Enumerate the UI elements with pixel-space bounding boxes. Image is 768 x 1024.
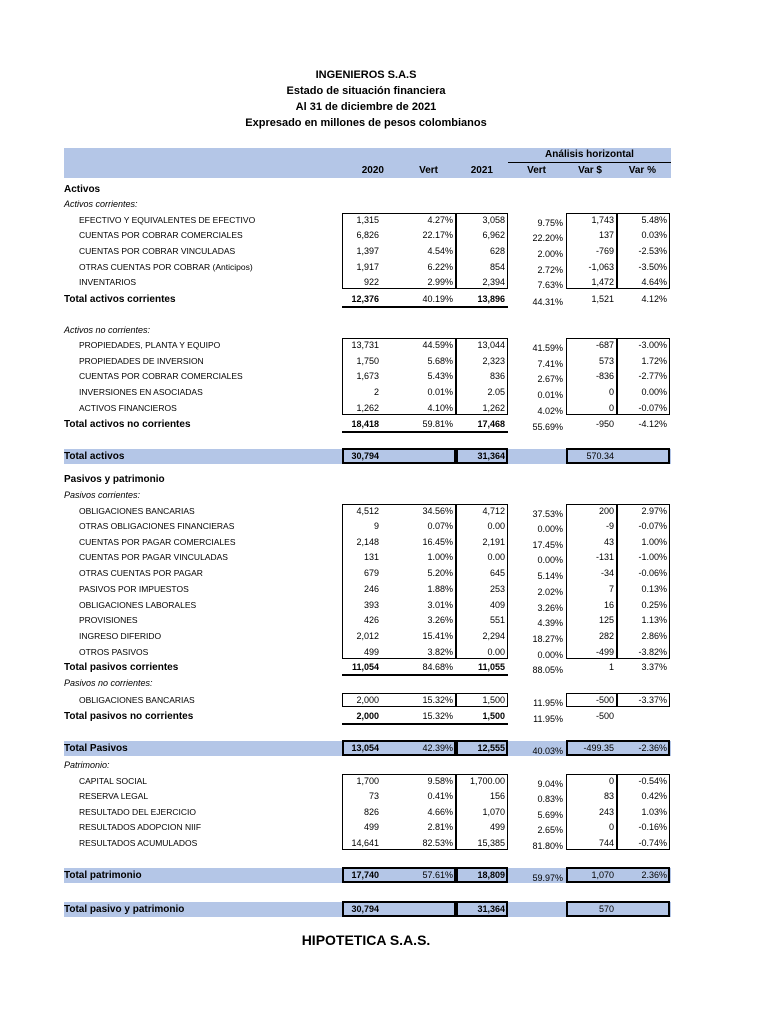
- cell-vert-2020: 59.81%: [422, 419, 453, 429]
- cell-vert-2020: 5.68%: [427, 356, 453, 366]
- cell-vert-2021: 17.45%: [532, 540, 563, 550]
- cell-2021: 0.00: [487, 552, 505, 562]
- cell-2020: 679: [363, 568, 379, 578]
- cell-var-pct: -3.37%: [638, 695, 667, 705]
- line-item-label: OTRAS CUENTAS POR PAGAR: [79, 568, 203, 578]
- cell-vert-2021: 11.95%: [533, 698, 563, 708]
- line-item-label: PROVISIONES: [79, 615, 138, 625]
- cell-var-abs: -499: [595, 647, 614, 657]
- cell-var-pct: -0.54%: [638, 776, 667, 786]
- cell-var-pct: 0.03%: [641, 230, 667, 240]
- cell-vert-2020: 82.53%: [422, 838, 453, 848]
- cell-2020: 18,418: [351, 419, 379, 429]
- cell-2020: 393: [363, 600, 379, 610]
- cell-vert-2020: 15.41%: [422, 631, 453, 641]
- cell-vert-2020: 3.01%: [427, 600, 453, 610]
- cell-vert-2021: 4.39%: [537, 618, 563, 628]
- cell-2021: 1,500: [482, 711, 505, 721]
- cell-2020: 499: [363, 647, 379, 657]
- cell-var-abs: 1,521: [591, 294, 614, 304]
- cell-2020: 30,794: [351, 451, 379, 461]
- cell-var-pct: 2.97%: [641, 506, 667, 516]
- analysis-horizontal-header: Análisis horizontal: [545, 149, 634, 160]
- cell-vert-2020: 3.82%: [427, 647, 453, 657]
- cell-group-border: [617, 693, 670, 707]
- cell-var-pct: -2.36%: [638, 743, 667, 753]
- cell-2021: 11,055: [477, 662, 505, 672]
- cell-vert-2021: 59.97%: [532, 873, 563, 883]
- cell-group-border: [617, 213, 670, 289]
- cell-2020: 9: [373, 521, 379, 531]
- cell-var-pct: 1.00%: [641, 537, 667, 547]
- cell-var-abs: 573: [598, 356, 614, 366]
- cell-var-pct: -0.16%: [638, 822, 667, 832]
- cell-var-pct: -1.00%: [638, 552, 667, 562]
- cell-group-border: [456, 774, 508, 850]
- cell-var-pct: 2.86%: [641, 631, 667, 641]
- cell-vert-2021: 11.95%: [533, 714, 563, 724]
- cell-vert-2020: 2.99%: [427, 277, 453, 287]
- subsection-label: Activos corrientes:: [64, 199, 138, 209]
- cell-2020: 1,397: [356, 246, 379, 256]
- cell-vert-2021: 0.00%: [537, 555, 563, 565]
- total-box: [342, 901, 456, 917]
- cell-vert-2020: 4.10%: [427, 403, 453, 413]
- cell-var-pct: 0.42%: [641, 791, 667, 801]
- cell-2021: 17,468: [477, 419, 505, 429]
- cell-2020: 922: [363, 277, 379, 287]
- cell-group-border: [456, 504, 508, 659]
- cell-2021: 2,191: [482, 537, 505, 547]
- cell-2021: 3,058: [482, 215, 505, 225]
- footer-company: HIPOTETICA S.A.S.: [301, 932, 431, 948]
- cell-var-pct: -0.06%: [638, 568, 667, 578]
- section-heading: Pasivos y patrimonio: [64, 474, 165, 485]
- cell-vert-2021: 2.65%: [537, 825, 563, 835]
- cell-2020: 13,054: [351, 743, 379, 753]
- cell-var-abs: 16: [603, 600, 614, 610]
- line-item-label: CUENTAS POR PAGAR COMERCIALES: [79, 537, 236, 547]
- total-underline: [342, 306, 508, 308]
- cell-vert-2021: 0.01%: [537, 390, 563, 400]
- total-underline: [342, 431, 508, 433]
- line-item-label: CUENTAS POR PAGAR VINCULADAS: [79, 552, 228, 562]
- cell-vert-2021: 37.53%: [532, 509, 563, 519]
- cell-var-abs: 0: [608, 822, 614, 832]
- cell-2020: 826: [363, 807, 379, 817]
- cell-2020: 2: [373, 387, 379, 397]
- cell-vert-2021: 55.69%: [532, 422, 563, 432]
- subsection-label: Patrimonio:: [64, 760, 110, 770]
- cell-vert-2021: 9.04%: [537, 779, 563, 789]
- cell-vert-2021: 0.83%: [537, 794, 563, 804]
- total-label: Total Pasivos: [64, 743, 128, 754]
- cell-2021: 1,500: [482, 695, 505, 705]
- total-label: Total activos no corrientes: [64, 419, 191, 430]
- cell-2021: 645: [489, 568, 505, 578]
- total-label: Total patrimonio: [64, 870, 142, 881]
- line-item-label: CAPITAL SOCIAL: [79, 776, 148, 786]
- cell-2021: 13,896: [477, 294, 505, 304]
- statement-units: Expresado en millones de pesos colombianos: [245, 117, 487, 129]
- cell-group-border: [566, 338, 617, 415]
- cell-var-abs: 0: [608, 387, 614, 397]
- cell-var-abs: 7: [608, 584, 614, 594]
- cell-2021: 253: [489, 584, 505, 594]
- cell-2021: 628: [489, 246, 505, 256]
- cell-2020: 11,054: [351, 662, 379, 672]
- line-item-label: OTROS PASIVOS: [79, 647, 149, 657]
- cell-2021: 31,364: [477, 451, 505, 461]
- cell-group-border: [617, 774, 670, 850]
- cell-var-abs: -499.35: [583, 743, 614, 753]
- cell-var-abs: 43: [603, 537, 614, 547]
- cell-var-abs: 1: [608, 662, 614, 672]
- cell-2021: 12,555: [477, 743, 505, 753]
- total-box: [342, 867, 456, 883]
- cell-2020: 2,000: [356, 711, 379, 721]
- cell-2020: 1,917: [356, 262, 379, 272]
- cell-vert-2020: 4.27%: [427, 215, 453, 225]
- cell-var-abs: 1,472: [591, 277, 614, 287]
- cell-group-border: [342, 693, 456, 707]
- cell-var-pct: 1.13%: [641, 615, 667, 625]
- statement-date: Al 31 de diciembre de 2021: [295, 101, 437, 113]
- cell-2020: 14,641: [351, 838, 379, 848]
- total-box: [456, 740, 508, 756]
- total-underline: [342, 723, 508, 725]
- cell-group-border: [456, 338, 508, 415]
- total-box: [566, 867, 670, 883]
- cell-2021: 1,262: [482, 403, 505, 413]
- line-item-label: EFECTIVO Y EQUIVALENTES DE EFECTIVO: [79, 215, 256, 225]
- cell-vert-2020: 40.19%: [422, 294, 453, 304]
- cell-var-pct: 5.48%: [641, 215, 667, 225]
- line-item-label: OBLIGACIONES BANCARIAS: [79, 695, 195, 705]
- cell-group-border: [617, 338, 670, 415]
- cell-var-abs: -769: [595, 246, 614, 256]
- cell-2021: 854: [489, 262, 505, 272]
- cell-var-pct: -3.82%: [638, 647, 667, 657]
- total-underline: [342, 674, 508, 676]
- col-2021-header: 2021: [470, 165, 493, 176]
- cell-var-abs: 570: [598, 904, 614, 914]
- total-box: [566, 448, 670, 464]
- cell-2021: 0.00: [487, 521, 505, 531]
- cell-2020: 246: [363, 584, 379, 594]
- cell-2020: 12,376: [351, 294, 379, 304]
- total-label: Total pasivos corrientes: [64, 662, 179, 673]
- cell-var-pct: 0.25%: [641, 600, 667, 610]
- subsection-label: Activos no corrientes:: [64, 325, 151, 335]
- cell-vert-2021: 88.05%: [532, 665, 563, 675]
- cell-2020: 13,731: [351, 340, 379, 350]
- cell-var-pct: -2.77%: [638, 371, 667, 381]
- col-vert2-header: Vert: [527, 165, 546, 176]
- line-item-label: PROPIEDADES DE INVERSION: [79, 356, 204, 366]
- line-item-label: INVERSIONES EN ASOCIADAS: [79, 387, 203, 397]
- cell-vert-2020: 4.66%: [427, 807, 453, 817]
- cell-2020: 499: [363, 822, 379, 832]
- cell-vert-2021: 2.00%: [537, 249, 563, 259]
- cell-2020: 1,750: [356, 356, 379, 366]
- cell-vert-2020: 0.07%: [427, 521, 453, 531]
- cell-group-border: [342, 338, 456, 415]
- group-underline: [508, 162, 671, 163]
- line-item-label: CUENTAS POR COBRAR COMERCIALES: [79, 371, 243, 381]
- cell-var-pct: 0.00%: [641, 387, 667, 397]
- cell-2020: 1,262: [356, 403, 379, 413]
- cell-group-border: [342, 774, 456, 850]
- cell-var-abs: 1,743: [591, 215, 614, 225]
- cell-group-border: [566, 504, 617, 659]
- cell-var-pct: -0.07%: [638, 521, 667, 531]
- line-item-label: OBLIGACIONES LABORALES: [79, 600, 197, 610]
- cell-var-abs: 570.34: [586, 451, 614, 461]
- cell-var-pct: -3.50%: [638, 262, 667, 272]
- cell-vert-2021: 81.80%: [532, 841, 563, 851]
- cell-vert-2021: 9.75%: [537, 218, 563, 228]
- col-var-abs-header: Var $: [578, 165, 602, 176]
- cell-group-border: [456, 693, 508, 707]
- cell-vert-2021: 40.03%: [532, 746, 563, 756]
- cell-vert-2021: 0.00%: [537, 524, 563, 534]
- cell-2021: 499: [489, 822, 505, 832]
- total-box: [456, 901, 508, 917]
- cell-var-pct: 0.13%: [641, 584, 667, 594]
- cell-2021: 4,712: [482, 506, 505, 516]
- cell-var-abs: -1,063: [588, 262, 614, 272]
- line-item-label: OTRAS CUENTAS POR COBRAR (Anticipos): [79, 262, 253, 272]
- total-box: [342, 740, 456, 756]
- cell-2021: 2,294: [482, 631, 505, 641]
- statement-title: Estado de situación financiera: [286, 85, 446, 97]
- line-item-label: RESULTADO DEL EJERCICIO: [79, 807, 196, 817]
- cell-var-abs: -687: [595, 340, 614, 350]
- line-item-label: ACTIVOS FINANCIEROS: [79, 403, 177, 413]
- cell-vert-2020: 0.01%: [427, 387, 453, 397]
- cell-vert-2020: 0.41%: [427, 791, 453, 801]
- cell-vert-2020: 34.56%: [422, 506, 453, 516]
- cell-2021: 2,394: [482, 277, 505, 287]
- line-item-label: PROPIEDADES, PLANTA Y EQUIPO: [79, 340, 221, 350]
- cell-var-abs: -500: [595, 711, 614, 721]
- cell-var-abs: 125: [598, 615, 614, 625]
- cell-var-abs: 744: [598, 838, 614, 848]
- cell-2021: 31,364: [477, 904, 505, 914]
- line-item-label: RESULTADOS ADOPCION NIIF: [79, 822, 202, 832]
- cell-vert-2021: 41.59%: [532, 343, 563, 353]
- total-box: [456, 867, 508, 883]
- cell-var-abs: -131: [595, 552, 614, 562]
- cell-2021: 409: [489, 600, 505, 610]
- cell-var-abs: 1,070: [591, 870, 614, 880]
- cell-2020: 30,794: [351, 904, 379, 914]
- cell-var-abs: -950: [595, 419, 614, 429]
- cell-vert-2020: 9.58%: [427, 776, 453, 786]
- cell-var-abs: 243: [598, 807, 614, 817]
- line-item-label: PASIVOS POR IMPUESTOS: [79, 584, 189, 594]
- total-label: Total activos corrientes: [64, 294, 176, 305]
- cell-2021: 13,044: [477, 340, 505, 350]
- line-item-label: INVENTARIOS: [79, 277, 136, 287]
- cell-2021: 15,385: [477, 838, 505, 848]
- cell-2020: 1,315: [356, 215, 379, 225]
- cell-2021: 0.00: [487, 647, 505, 657]
- cell-2021: 2.05: [487, 387, 505, 397]
- cell-vert-2020: 57.61%: [422, 870, 453, 880]
- cell-vert-2021: 4.02%: [537, 406, 563, 416]
- cell-2020: 6,826: [356, 230, 379, 240]
- cell-2020: 426: [363, 615, 379, 625]
- line-item-label: RESERVA LEGAL: [79, 791, 149, 801]
- cell-vert-2021: 0.00%: [537, 650, 563, 660]
- subsection-label: Pasivos corrientes:: [64, 490, 141, 500]
- cell-var-pct: -0.74%: [638, 838, 667, 848]
- cell-var-abs: 137: [598, 230, 614, 240]
- cell-2020: 2,148: [356, 537, 379, 547]
- cell-var-pct: 1.03%: [641, 807, 667, 817]
- line-item-label: CUENTAS POR COBRAR VINCULADAS: [79, 246, 236, 256]
- cell-var-pct: -3.00%: [638, 340, 667, 350]
- cell-vert-2021: 44.31%: [532, 297, 563, 307]
- cell-vert-2020: 2.81%: [427, 822, 453, 832]
- cell-vert-2020: 5.20%: [427, 568, 453, 578]
- cell-group-border: [617, 504, 670, 659]
- cell-vert-2021: 2.72%: [537, 265, 563, 275]
- total-label: Total pasivo y patrimonio: [64, 904, 185, 915]
- total-box: [566, 901, 670, 917]
- cell-group-border: [342, 213, 456, 289]
- cell-2020: 4,512: [356, 506, 379, 516]
- cell-var-pct: 1.72%: [641, 356, 667, 366]
- cell-vert-2020: 3.26%: [427, 615, 453, 625]
- cell-group-border: [566, 774, 617, 850]
- cell-vert-2020: 4.54%: [427, 246, 453, 256]
- cell-vert-2021: 5.14%: [537, 571, 563, 581]
- cell-var-pct: -2.53%: [638, 246, 667, 256]
- cell-2021: 1,070: [482, 807, 505, 817]
- cell-var-abs: 0: [608, 776, 614, 786]
- cell-2020: 17,740: [351, 870, 379, 880]
- cell-var-pct: 4.64%: [641, 277, 667, 287]
- line-item-label: CUENTAS POR COBRAR COMERCIALES: [79, 230, 243, 240]
- cell-var-pct: 2.36%: [641, 870, 667, 880]
- cell-vert-2021: 2.67%: [537, 374, 563, 384]
- col-var-pct-header: Var %: [628, 165, 656, 176]
- cell-var-abs: 0: [608, 403, 614, 413]
- cell-vert-2021: 18.27%: [532, 634, 563, 644]
- line-item-label: RESULTADOS ACUMULADOS: [79, 838, 198, 848]
- cell-vert-2020: 5.43%: [427, 371, 453, 381]
- cell-2020: 1,700: [356, 776, 379, 786]
- total-label: Total activos: [64, 451, 125, 462]
- cell-2021: 18,809: [477, 870, 505, 880]
- cell-2021: 836: [489, 371, 505, 381]
- cell-2020: 73: [368, 791, 379, 801]
- cell-group-border: [456, 213, 508, 289]
- cell-vert-2021: 22.20%: [532, 233, 563, 243]
- subsection-label: Pasivos no corrientes:: [64, 678, 153, 688]
- cell-var-abs: 200: [598, 506, 614, 516]
- col-2020-header: 2020: [361, 165, 384, 176]
- cell-2021: 156: [489, 791, 505, 801]
- cell-2021: 1,700.00: [469, 776, 505, 786]
- cell-2021: 551: [489, 615, 505, 625]
- cell-2021: 2,323: [482, 356, 505, 366]
- cell-2020: 131: [363, 552, 379, 562]
- cell-vert-2020: 42.39%: [422, 743, 453, 753]
- cell-var-abs: 83: [603, 791, 614, 801]
- cell-2020: 2,000: [356, 695, 379, 705]
- total-box: [456, 448, 508, 464]
- cell-group-border: [342, 504, 456, 659]
- cell-var-pct: 3.37%: [641, 662, 667, 672]
- line-item-label: INGRESO DIFERIDO: [79, 631, 162, 641]
- cell-var-abs: -500: [595, 695, 614, 705]
- cell-vert-2020: 15.32%: [422, 695, 453, 705]
- cell-vert-2020: 1.88%: [427, 584, 453, 594]
- cell-var-pct: -4.12%: [638, 419, 667, 429]
- cell-vert-2020: 15.32%: [422, 711, 453, 721]
- cell-vert-2021: 3.26%: [537, 603, 563, 613]
- total-box: [342, 448, 456, 464]
- cell-vert-2021: 2.02%: [537, 587, 563, 597]
- cell-vert-2021: 5.69%: [537, 810, 563, 820]
- total-box: [566, 740, 670, 756]
- cell-group-border: [566, 213, 617, 289]
- cell-var-abs: 282: [598, 631, 614, 641]
- cell-var-pct: 4.12%: [641, 294, 667, 304]
- line-item-label: OTRAS OBLIGACIONES FINANCIERAS: [79, 521, 235, 531]
- section-heading: Activos: [64, 184, 101, 195]
- cell-vert-2020: 84.68%: [422, 662, 453, 672]
- cell-vert-2020: 16.45%: [422, 537, 453, 547]
- cell-2020: 1,673: [356, 371, 379, 381]
- total-label: Total pasivos no corrientes: [64, 711, 194, 722]
- company-name: INGENIEROS S.A.S: [315, 69, 417, 81]
- cell-var-abs: -34: [600, 568, 614, 578]
- cell-vert-2020: 6.22%: [427, 262, 453, 272]
- cell-vert-2020: 44.59%: [422, 340, 453, 350]
- cell-var-pct: -0.07%: [638, 403, 667, 413]
- cell-group-border: [566, 693, 617, 707]
- cell-vert-2021: 7.63%: [537, 280, 563, 290]
- cell-vert-2020: 1.00%: [427, 552, 453, 562]
- cell-vert-2020: 22.17%: [422, 230, 453, 240]
- col-vert1-header: Vert: [419, 165, 438, 176]
- line-item-label: OBLIGACIONES BANCARIAS: [79, 506, 195, 516]
- cell-var-abs: -9: [605, 521, 614, 531]
- cell-vert-2021: 7.41%: [537, 359, 563, 369]
- cell-var-abs: -836: [595, 371, 614, 381]
- cell-2021: 6,962: [482, 230, 505, 240]
- cell-2020: 2,012: [356, 631, 379, 641]
